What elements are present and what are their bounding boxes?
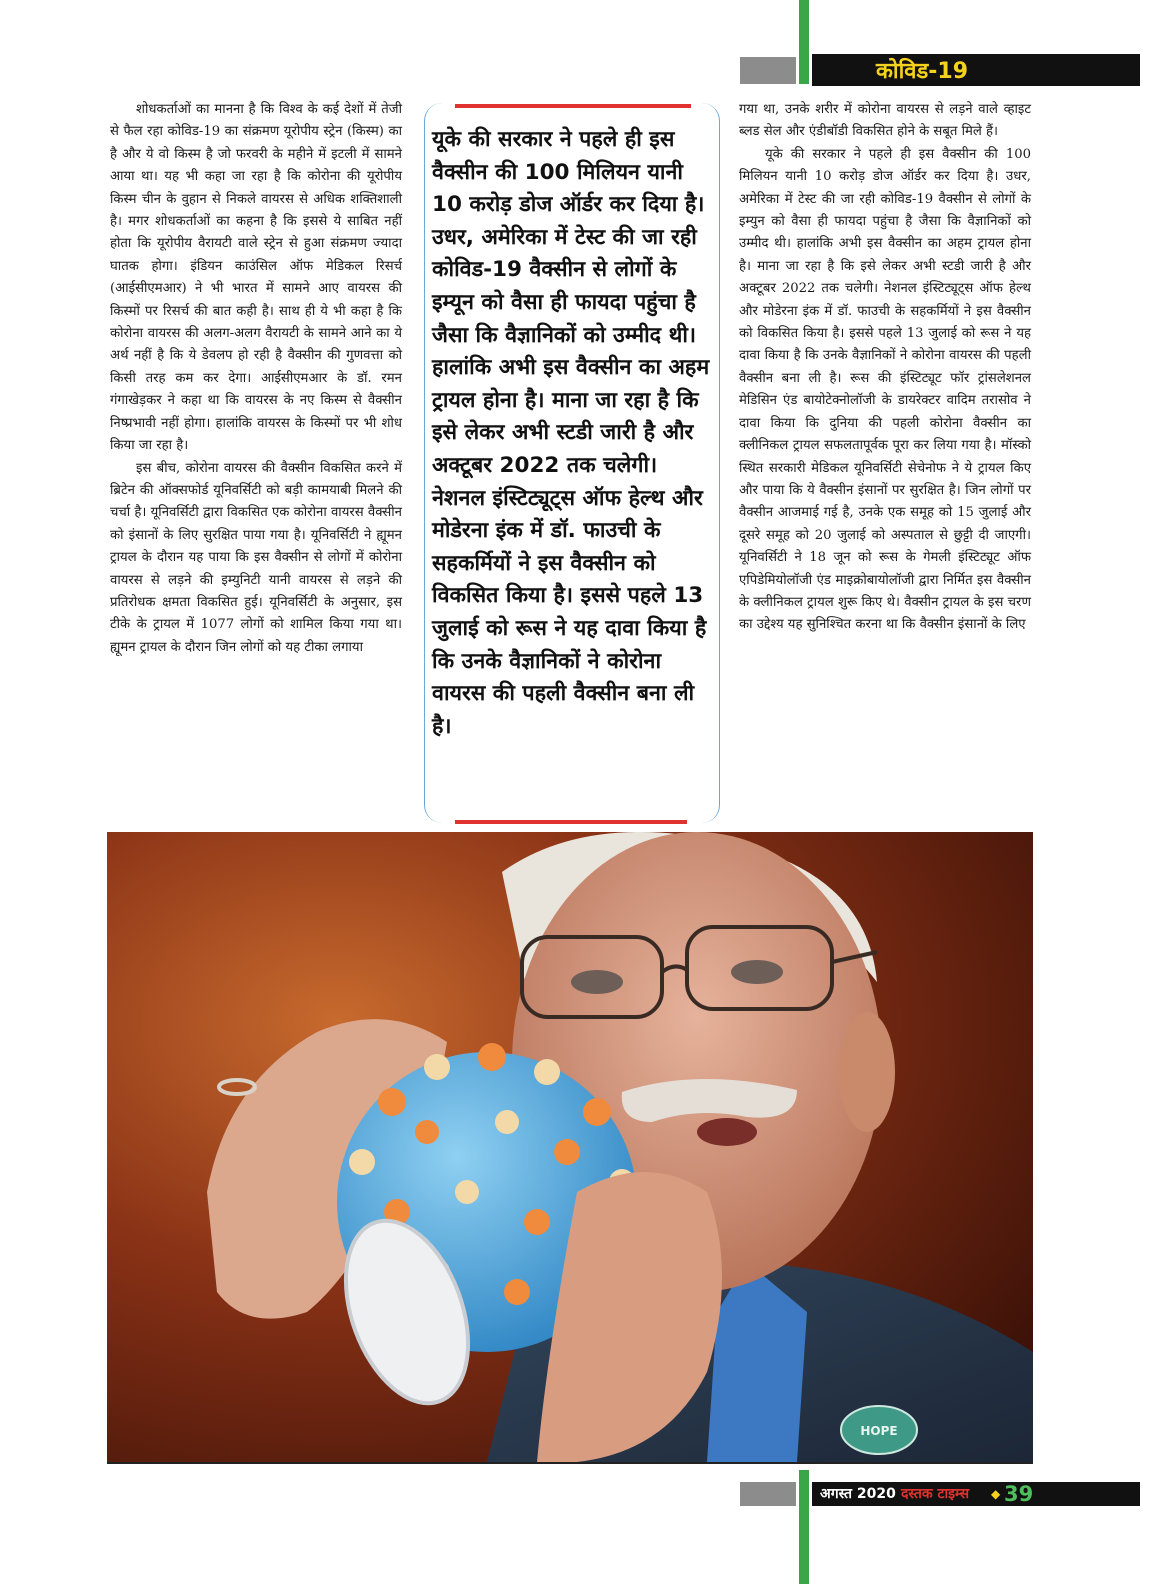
right-text-column <box>739 99 1031 637</box>
article-photo <box>107 832 1033 1464</box>
left-paragraph-1: शोधकर्ताओं का मानना है कि विश्व के कई देशों में तेजी से फैल रहा कोविड-19 का संक्रमण यूरोपीय स्ट्रेन (किस्म) का है और ये वो किस्म है जो फरवरी के महीने में इटली में सामने आया था। यह भी कहा जा रहा है कि कोरोना की यूरोपीय किस्म चीन के वुहान से निकले वायरस से अधिक शक्तिशाली है। मगर शोधकर्ताओं का कहना है कि इससे ये साबित नहीं होता कि यूरोपीय वैरायटी वाले स्ट्रेन से हुआ संक्रमण ज्यादा घातक होगा। इंडियन काउंसिल ऑफ मेडिकल रिसर्च (आईसीएमआर) ने भी भारत में सामने आए वायरस की किस्मों पर रिसर्च की बात कही है। साथ ही ये भी कहा है कि कोरोना वायरस की अलग-अलग वैरायटी के सामने आने का ये अर्थ नहीं है कि ये डेवलप हो रही है वैक्सीन की गुणवत्ता को किसी तरह कम कर देगा। आईसीएमआर के डॉ. रमन गंगाखेड़कर ने कहा था कि वायरस के नए किस्म से वैक्सीन निष्प्रभावी नहीं होगा। हालांकि वायरस के किस्मों पर भी शोध किया जा रहा है। <box>110 102 402 454</box>
footer-gray-bar <box>740 1482 796 1506</box>
left-text-column <box>110 99 402 659</box>
left-paragraph-2: इस बीच, कोरोना वायरस की वैक्सीन विकसित करने में ब्रिटेन की ऑक्सफोर्ड यूनिवर्सिटी को बड़ी कामयाबी मिलने की चर्चा है। यूनिवर्सिटी द्वारा विकसित एक कोरोना वायरस वैक्सीन को इंसानों के लिए सुरक्षित पाया गया है। यूनिवर्सिटी ने ह्यूमन ट्रायल के दौरान यह पाया कि इस वैक्सीन से लोगों में कोरोना वायरस से लड़ने की इम्युनिटी यानी वायरस से लड़ने की प्रतिरोधक क्षमता विकसित हुई। यूनिवर्सिटी के अनुसार, इस टीके के ट्रायल में 1077 लोगों को शामिल किया गया था। ह्यूमन ट्रायल के दौरान जिन लोगों को यह टीका लगाया <box>110 460 402 655</box>
footer-separator-icon: ◆ <box>991 1487 1001 1501</box>
hope-badge-text: HOPE <box>860 1424 898 1438</box>
page-number: 39 <box>1004 1482 1034 1506</box>
pull-quote-top-rule <box>455 104 691 108</box>
eye-right <box>731 960 783 984</box>
pull-quote-bottom-rule <box>455 820 687 824</box>
footer-magazine-name: दस्तक टाइम्स <box>901 1486 970 1502</box>
pull-quote-text: यूके की सरकार ने पहले ही इस वैक्सीन की 100 मिलियन यानी 10 करोड़ डोज ऑर्डर कर दिया है। उधर, अमेरिका में टेस्ट की जा रही कोविड-19 वैक्सीन से लोगों के इम्यून को वैसा ही फायदा पहुंचा है जैसा कि वैज्ञानिकों को उम्मीद थी। हालांकि अभी इस वैक्सीन का अहम ट्रायल होना है। माना जा रहा है कि इसे लेकर अभी स्टडी जारी है और अक्टूबर 2022 तक चलेगी। नेशनल इंस्टिट्यूट्स ऑफ हेल्थ और मोडेरना इंक में डॉ. फाउची के सहकर्मियों ने इस वैक्सीन को विकसित किया है। इससे पहले 13 जुलाई को रूस ने यह दावा किया है कि उनके वैज्ञानिकों ने कोरोना वायरस की पहली वैक्सीन बना ली है। <box>432 127 710 739</box>
footer-date: अगस्त 2020 <box>820 1486 896 1502</box>
photo-illustration <box>107 832 1033 1462</box>
ear <box>839 1012 895 1132</box>
eye-left <box>571 970 623 994</box>
right-paragraph-1: गया था, उनके शरीर में कोरोना वायरस से लड़ने वाले व्हाइट ब्लड सेल और एंडीबॉडी विकसित होने के सबूत मिले हैं। <box>739 102 1031 140</box>
mouth <box>697 1118 757 1146</box>
top-gray-bar <box>740 57 796 84</box>
top-green-vertical-bar <box>799 0 809 84</box>
section-label: कोविड-19 <box>876 59 969 84</box>
right-paragraph-2: यूके की सरकार ने पहले ही इस वैक्सीन की 100 मिलियन यानी 10 करोड़ डोज ऑर्डर कर दिया है। उधर, अमेरिका में टेस्ट की जा रही कोविड-19 वैक्सीन से लोगों के इम्युन को वैसा ही फायदा पहुंचा है जैसा कि वैज्ञानिकों को उम्मीद थी। हालांकि अभी इस वैक्सीन का अहम ट्रायल होना है। माना जा रहा है कि इसे लेकर अभी स्टडी जारी है और अक्टूबर 2022 तक चलेगी। नेशनल इंस्टिट्यूट्स ऑफ हेल्थ और मोडेरना इंक में डॉ. फाउची के सहकर्मियों ने इस वैक्सीन को विकसित किया है। इससे पहले 13 जुलाई को रूस ने यह दावा किया है कि उनके वैज्ञानिकों ने कोरोना वायरस की पहली वैक्सीन बना ली है। रूस की इंस्टिट्यूट फॉर ट्रांसलेशनल मेडिसिन एंड बायोटेक्नोलॉजी के डायरेक्टर वादिम तरासोव ने दावा किया कि दुनिया की पहली कोरोना वैक्सीन का क्लीनिकल ट्रायल सफलतापूर्वक पूरा कर लिया गया है। मॉस्को स्थित सरकारी मेडिकल यूनिवर्सिटी सेचेनोफ ने ये ट्रायल किए और पाया कि ये वैक्सीन इंसानों पर सुरक्षित है। जिन लोगों पर वैक्सीन आजमाई गई है, उनके एक समूह को 15 जुलाई और दूसरे समूह को 20 जुलाई को अस्पताल से छुट्टी दी जाएगी। यूनिवर्सिटी ने 18 जून को रूस के गेमली इंस्टिट्यूट ऑफ एपिडेमियोलॉजी एंड माइक्रोबायोलॉजी द्वारा निर्मित इस वैक्सीन के क्लीनिकल ट्रायल शुरू किए थे। वैक्सीन ट्रायल के इस चरण का उद्देश्य यह सुनिश्चित करना था कि वैक्सीन इंसानों के लिए <box>739 146 1031 633</box>
footer-green-vertical-bar <box>799 1470 809 1584</box>
